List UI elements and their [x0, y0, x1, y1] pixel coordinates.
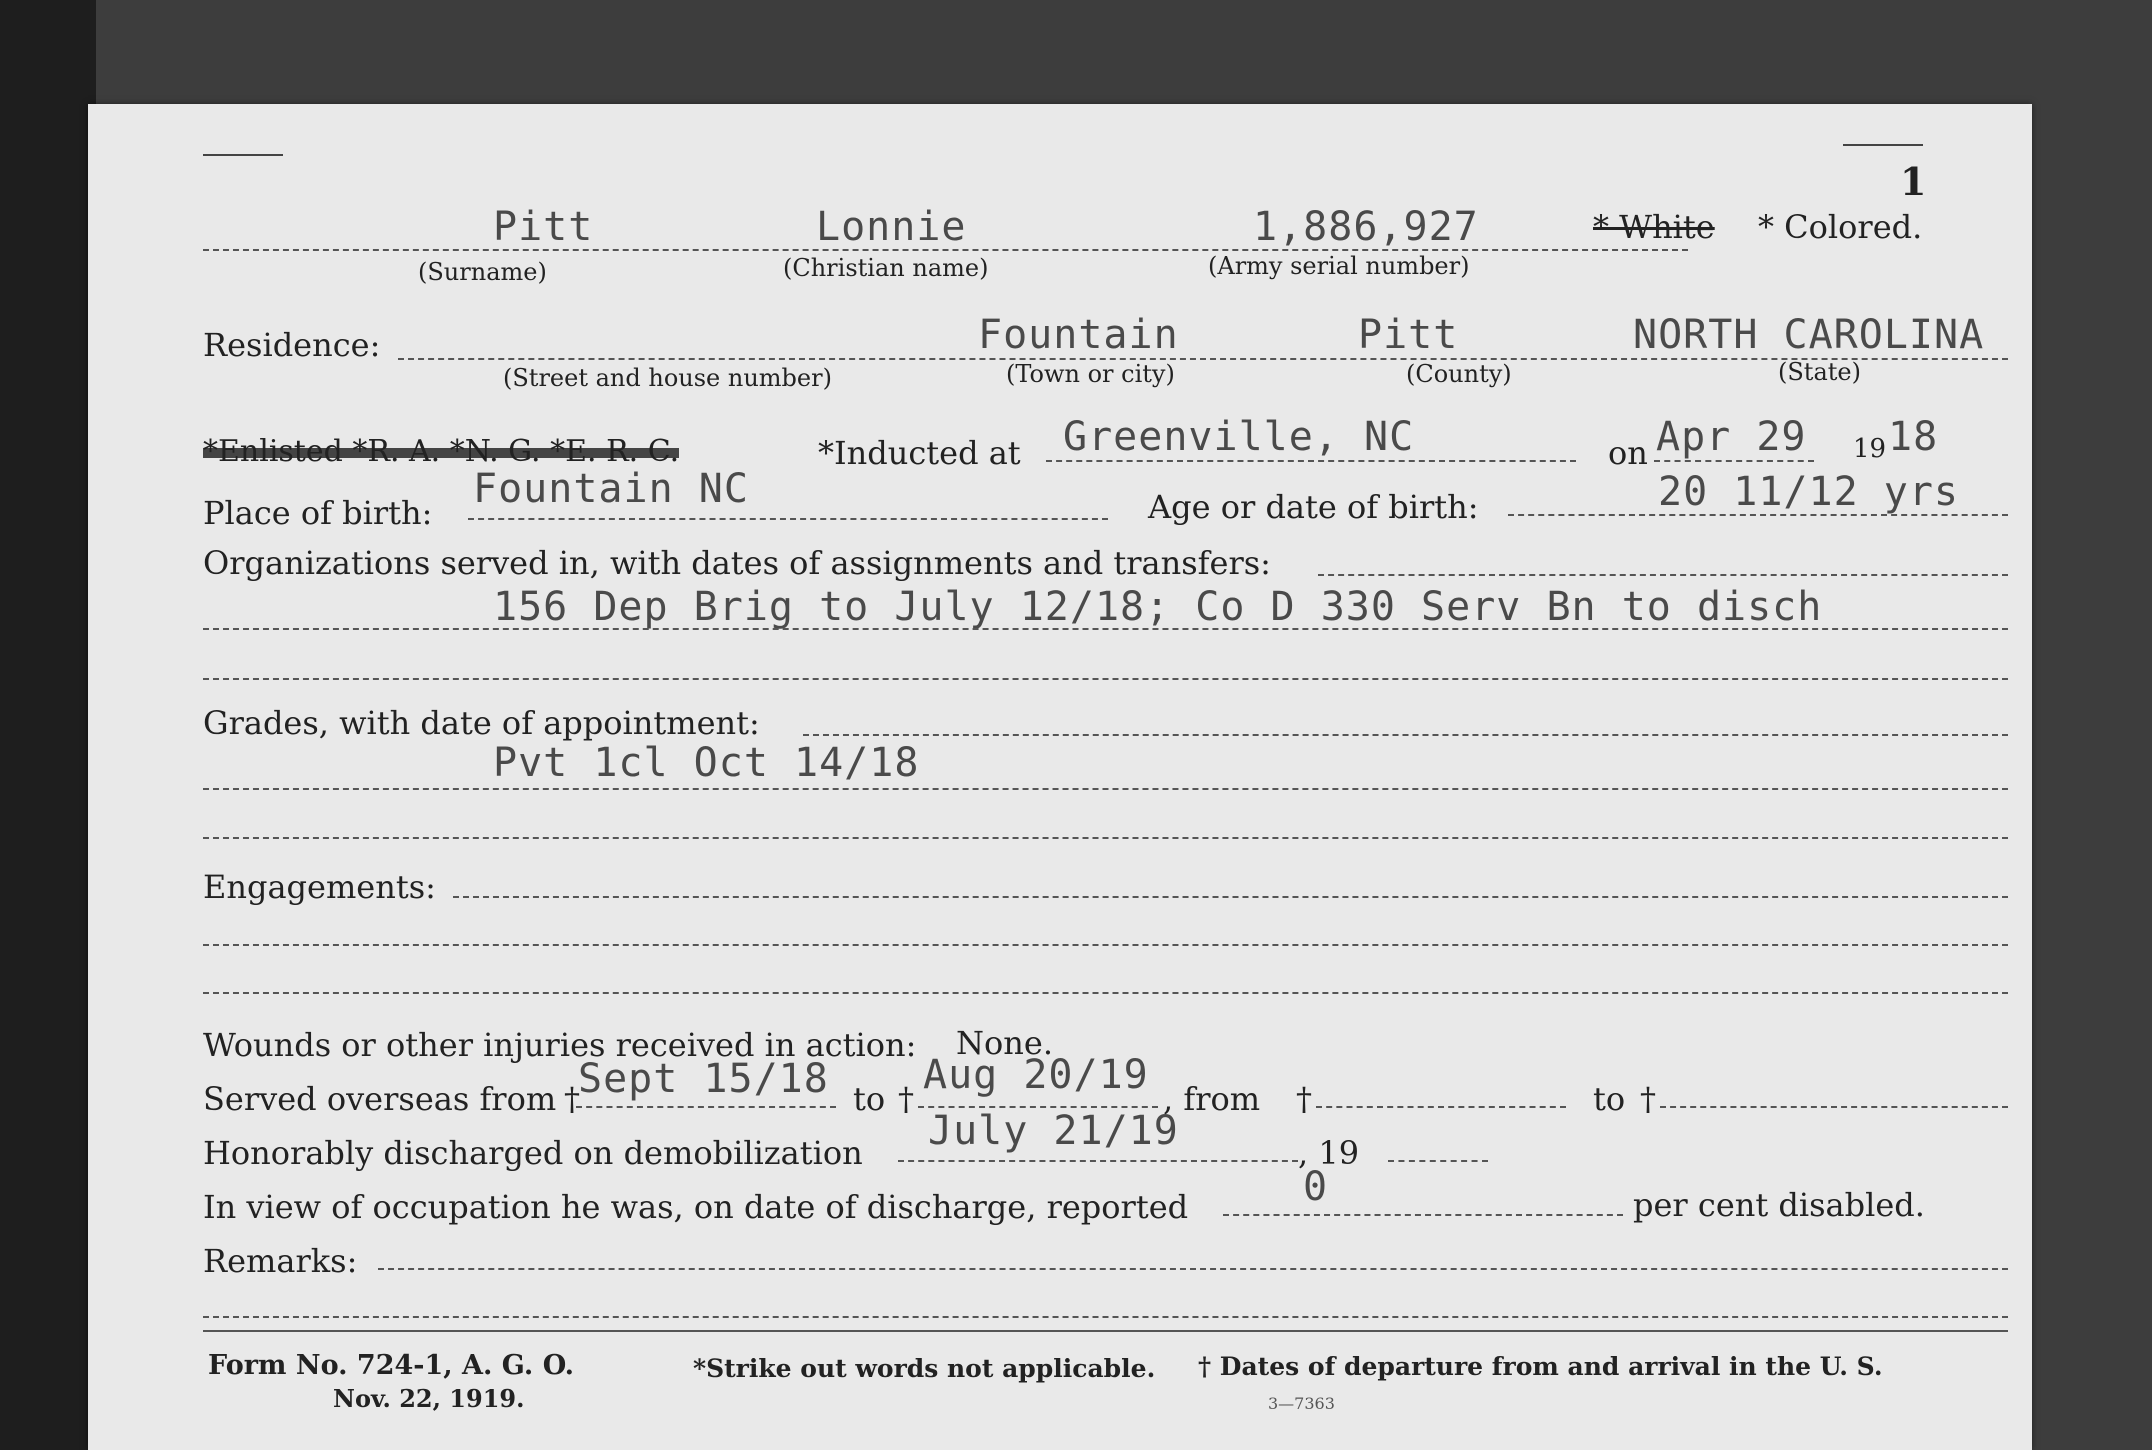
engagements-line-2 [203, 944, 2008, 946]
on-label: on [1608, 434, 1648, 472]
form-number: Form No. 724-1, A. G. O. [208, 1350, 575, 1381]
county-caption: (County) [1406, 360, 1512, 388]
surname-value: Pitt [493, 204, 594, 250]
dagger-4: † [1640, 1080, 1656, 1118]
serial-number-value: 1,886,927 [1253, 204, 1479, 250]
grades-value: Pvt 1cl Oct 14/18 [493, 740, 920, 786]
dagger-1: † [564, 1080, 580, 1118]
state-caption: (State) [1778, 358, 1861, 386]
card-number-rule [1843, 144, 1923, 146]
wounds-label: Wounds or other injuries received in action: [203, 1026, 917, 1064]
form-date: Nov. 22, 1919. [333, 1384, 525, 1413]
place-of-birth-label: Place of birth: [203, 494, 433, 532]
overseas-from-label-2: , from [1163, 1080, 1261, 1118]
town-caption: (Town or city) [1006, 360, 1175, 388]
residence-line [398, 358, 2008, 360]
county-value: Pitt [1358, 312, 1459, 358]
race-white-struck: * White [1593, 208, 1715, 246]
disability-value: 0 [1303, 1164, 1329, 1210]
remarks-label: Remarks: [203, 1242, 358, 1280]
discharge-date-value: July 21/19 [928, 1108, 1179, 1154]
age-line [1508, 514, 2008, 516]
induction-date-line [1654, 460, 1814, 462]
organizations-value: 156 Dep Brig to July 12/18; Co D 330 Serv Bn to disch [493, 584, 1823, 630]
engagements-line-1 [453, 896, 2008, 898]
discharge-line [898, 1160, 1298, 1162]
residence-label: Residence: [203, 326, 381, 364]
induction-year-prefix: 19 [1853, 434, 1887, 464]
service-record-card [88, 104, 2032, 1450]
overseas-from-line [576, 1106, 836, 1108]
grades-line-1 [803, 734, 2008, 736]
name-line [203, 249, 1688, 251]
induction-date-value: Apr 29 [1656, 414, 1807, 460]
race-colored: * Colored. [1758, 208, 1923, 246]
corner-rule [203, 154, 283, 156]
dagger-2: † [898, 1080, 914, 1118]
discharge-year-label: , 19 [1298, 1134, 1360, 1172]
footer-rule [203, 1330, 2008, 1332]
overseas-to-label: to [853, 1080, 886, 1118]
christian-caption: (Christian name) [783, 254, 989, 282]
overseas-to-value: Aug 20/19 [923, 1052, 1149, 1098]
organizations-line-3 [203, 678, 2008, 680]
disability-line [1223, 1214, 1623, 1216]
discharge-label: Honorably discharged on demobilization [203, 1134, 863, 1172]
induction-year-value: 18 [1888, 414, 1939, 460]
serial-caption: (Army serial number) [1208, 252, 1470, 280]
overseas-from-value: Sept 15/18 [578, 1056, 829, 1102]
dagger-3: † [1296, 1080, 1312, 1118]
footnote-dates: † Dates of departure from and arrival in the U. S. [1198, 1352, 1883, 1381]
remarks-line-1 [378, 1268, 2008, 1270]
disability-suffix: per cent disabled. [1633, 1186, 1925, 1224]
enlisted-struck: *Enlisted *R. A. *N. G. *E. R. C. [203, 434, 680, 469]
place-of-birth-line [468, 518, 1108, 520]
print-code: 3—7363 [1268, 1394, 1335, 1413]
discharge-year-line [1388, 1160, 1488, 1162]
overseas-to-label-2: to [1593, 1080, 1626, 1118]
scanner-edge [0, 0, 96, 1450]
surname-caption: (Surname) [418, 258, 547, 286]
state-value: NORTH CAROLINA [1633, 312, 1985, 358]
grades-line-2 [203, 788, 2008, 790]
age-label: Age or date of birth: [1148, 488, 1479, 526]
grades-label: Grades, with date of appointment: [203, 704, 760, 742]
inducted-label: *Inducted at [818, 434, 1021, 472]
card-number: 1 [1900, 159, 1927, 204]
town-value: Fountain [978, 312, 1179, 358]
age-value: 20 11/12 yrs [1658, 469, 1959, 515]
disability-label: In view of occupation he was, on date of discharge, reported [203, 1188, 1189, 1226]
remarks-line-2 [203, 1316, 2008, 1318]
footnote-strike: *Strike out words not applicable. [693, 1354, 1156, 1383]
grades-line-3 [203, 837, 2008, 839]
place-of-birth-value: Fountain NC [473, 466, 749, 512]
engagements-line-3 [203, 992, 2008, 994]
inducted-place-value: Greenville, NC [1063, 414, 1415, 460]
overseas-from-line-2 [1316, 1106, 1566, 1108]
served-overseas-label: Served overseas from [203, 1080, 557, 1118]
inducted-line [1046, 460, 1576, 462]
street-caption: (Street and house number) [503, 364, 832, 392]
engagements-label: Engagements: [203, 868, 436, 906]
wounds-value: None. [956, 1024, 1053, 1062]
christian-name-value: Lonnie [816, 204, 967, 250]
organizations-line-2 [203, 628, 2008, 630]
organizations-line-1 [1318, 574, 2008, 576]
overseas-to-line-2 [1660, 1106, 2008, 1108]
organizations-label: Organizations served in, with dates of assignments and transfers: [203, 544, 1271, 582]
